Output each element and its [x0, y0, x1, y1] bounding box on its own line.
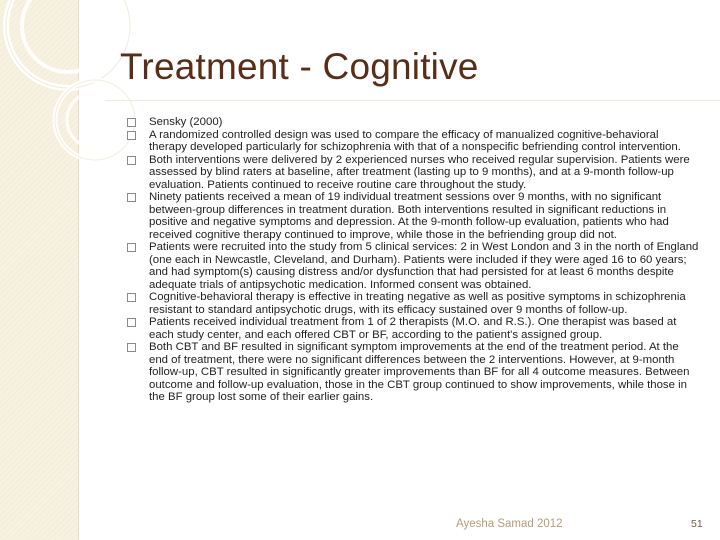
hollow-square-icon [127, 243, 136, 252]
hollow-square-icon [127, 193, 136, 202]
hollow-square-icon [127, 293, 136, 302]
bullet-text: Both CBT and BF resulted in significant symptom improvements at the end of the treatment period. At the end of treatment, there were no significant differences between the 2 interventions. However, at 9-month follow-up, CBT resulted in significantly greater improvements than BF for all 4 outcome measures. Between outcome and follow-up evaluation, those in the CBT group continued to show improvements, while those in the BF group lost some of their earlier gains. [149, 341, 690, 403]
footer-author: Ayesha Samad 2012 [456, 518, 563, 530]
bullet-item [127, 116, 699, 129]
hollow-square-icon [127, 343, 136, 352]
bullet-text: Sensky (2000) [149, 116, 223, 128]
title-divider [105, 100, 720, 101]
bullet-text: A randomized controlled design was used to compare the efficacy of manualized cognitive-behavioral therapy developed particularly for schizophrenia with that of a nonspecific befriending control intervention. [149, 128, 681, 153]
bullet-text: Patients were recruited into the study from 5 clinical services: 2 in West London and 3 in the north of England (one each in Newcastle, Cleveland, and Durham). Patients were included if they were aged 16 to 60 years; and had symptom(s) causing distress and/or dysfunction that had persisted for at least 6 months despite adequate trials of antipsychotic medication. Informed consent was obtained. [149, 241, 699, 291]
bullet-item [127, 341, 699, 404]
bullet-item [127, 291, 699, 316]
bullet-text: Both interventions were delivered by 2 experienced nurses who received regular supervision. Patients were assessed by blind raters at baseline, after treatment (lasting up to 9 months), and at a 9-month follow-up evaluation. Patients continued to receive routine care throughout the study. [149, 153, 690, 191]
bullet-list [127, 116, 699, 404]
bullet-item [127, 191, 699, 241]
bullet-text: Patients received individual treatment from 1 of 2 therapists (M.O. and R.S.). One therapist was based at each study center, and each offered CBT or BF, according to the patient's assigned group. [149, 316, 677, 341]
bullet-text: Ninety patients received a mean of 19 individual treatment sessions over 9 months, with no significant between-group differences in treatment duration. Both interventions resulted in significant reductions in positive and negative symptoms and depression. At the 9-month follow-up evaluation, patients who had received cognitive therapy continued to improve, while those in the befriending group did not. [149, 191, 669, 241]
hollow-square-icon [127, 118, 136, 127]
hollow-square-icon [127, 156, 136, 165]
bullet-item [127, 129, 699, 154]
hollow-square-icon [127, 131, 136, 140]
bullet-item [127, 316, 699, 341]
bullet-text: Cognitive-behavioral therapy is effective in treating negative as well as positive symptoms in schizophrenia resistant to standard antipsychotic drugs, with its efficacy sustained over 9 months of follow-up. [149, 291, 686, 316]
slide-title: Treatment - Cognitive [120, 46, 479, 87]
hollow-square-icon [127, 318, 136, 327]
page-number: 51 [691, 518, 703, 530]
bullet-item [127, 241, 699, 291]
bullet-item [127, 154, 699, 192]
